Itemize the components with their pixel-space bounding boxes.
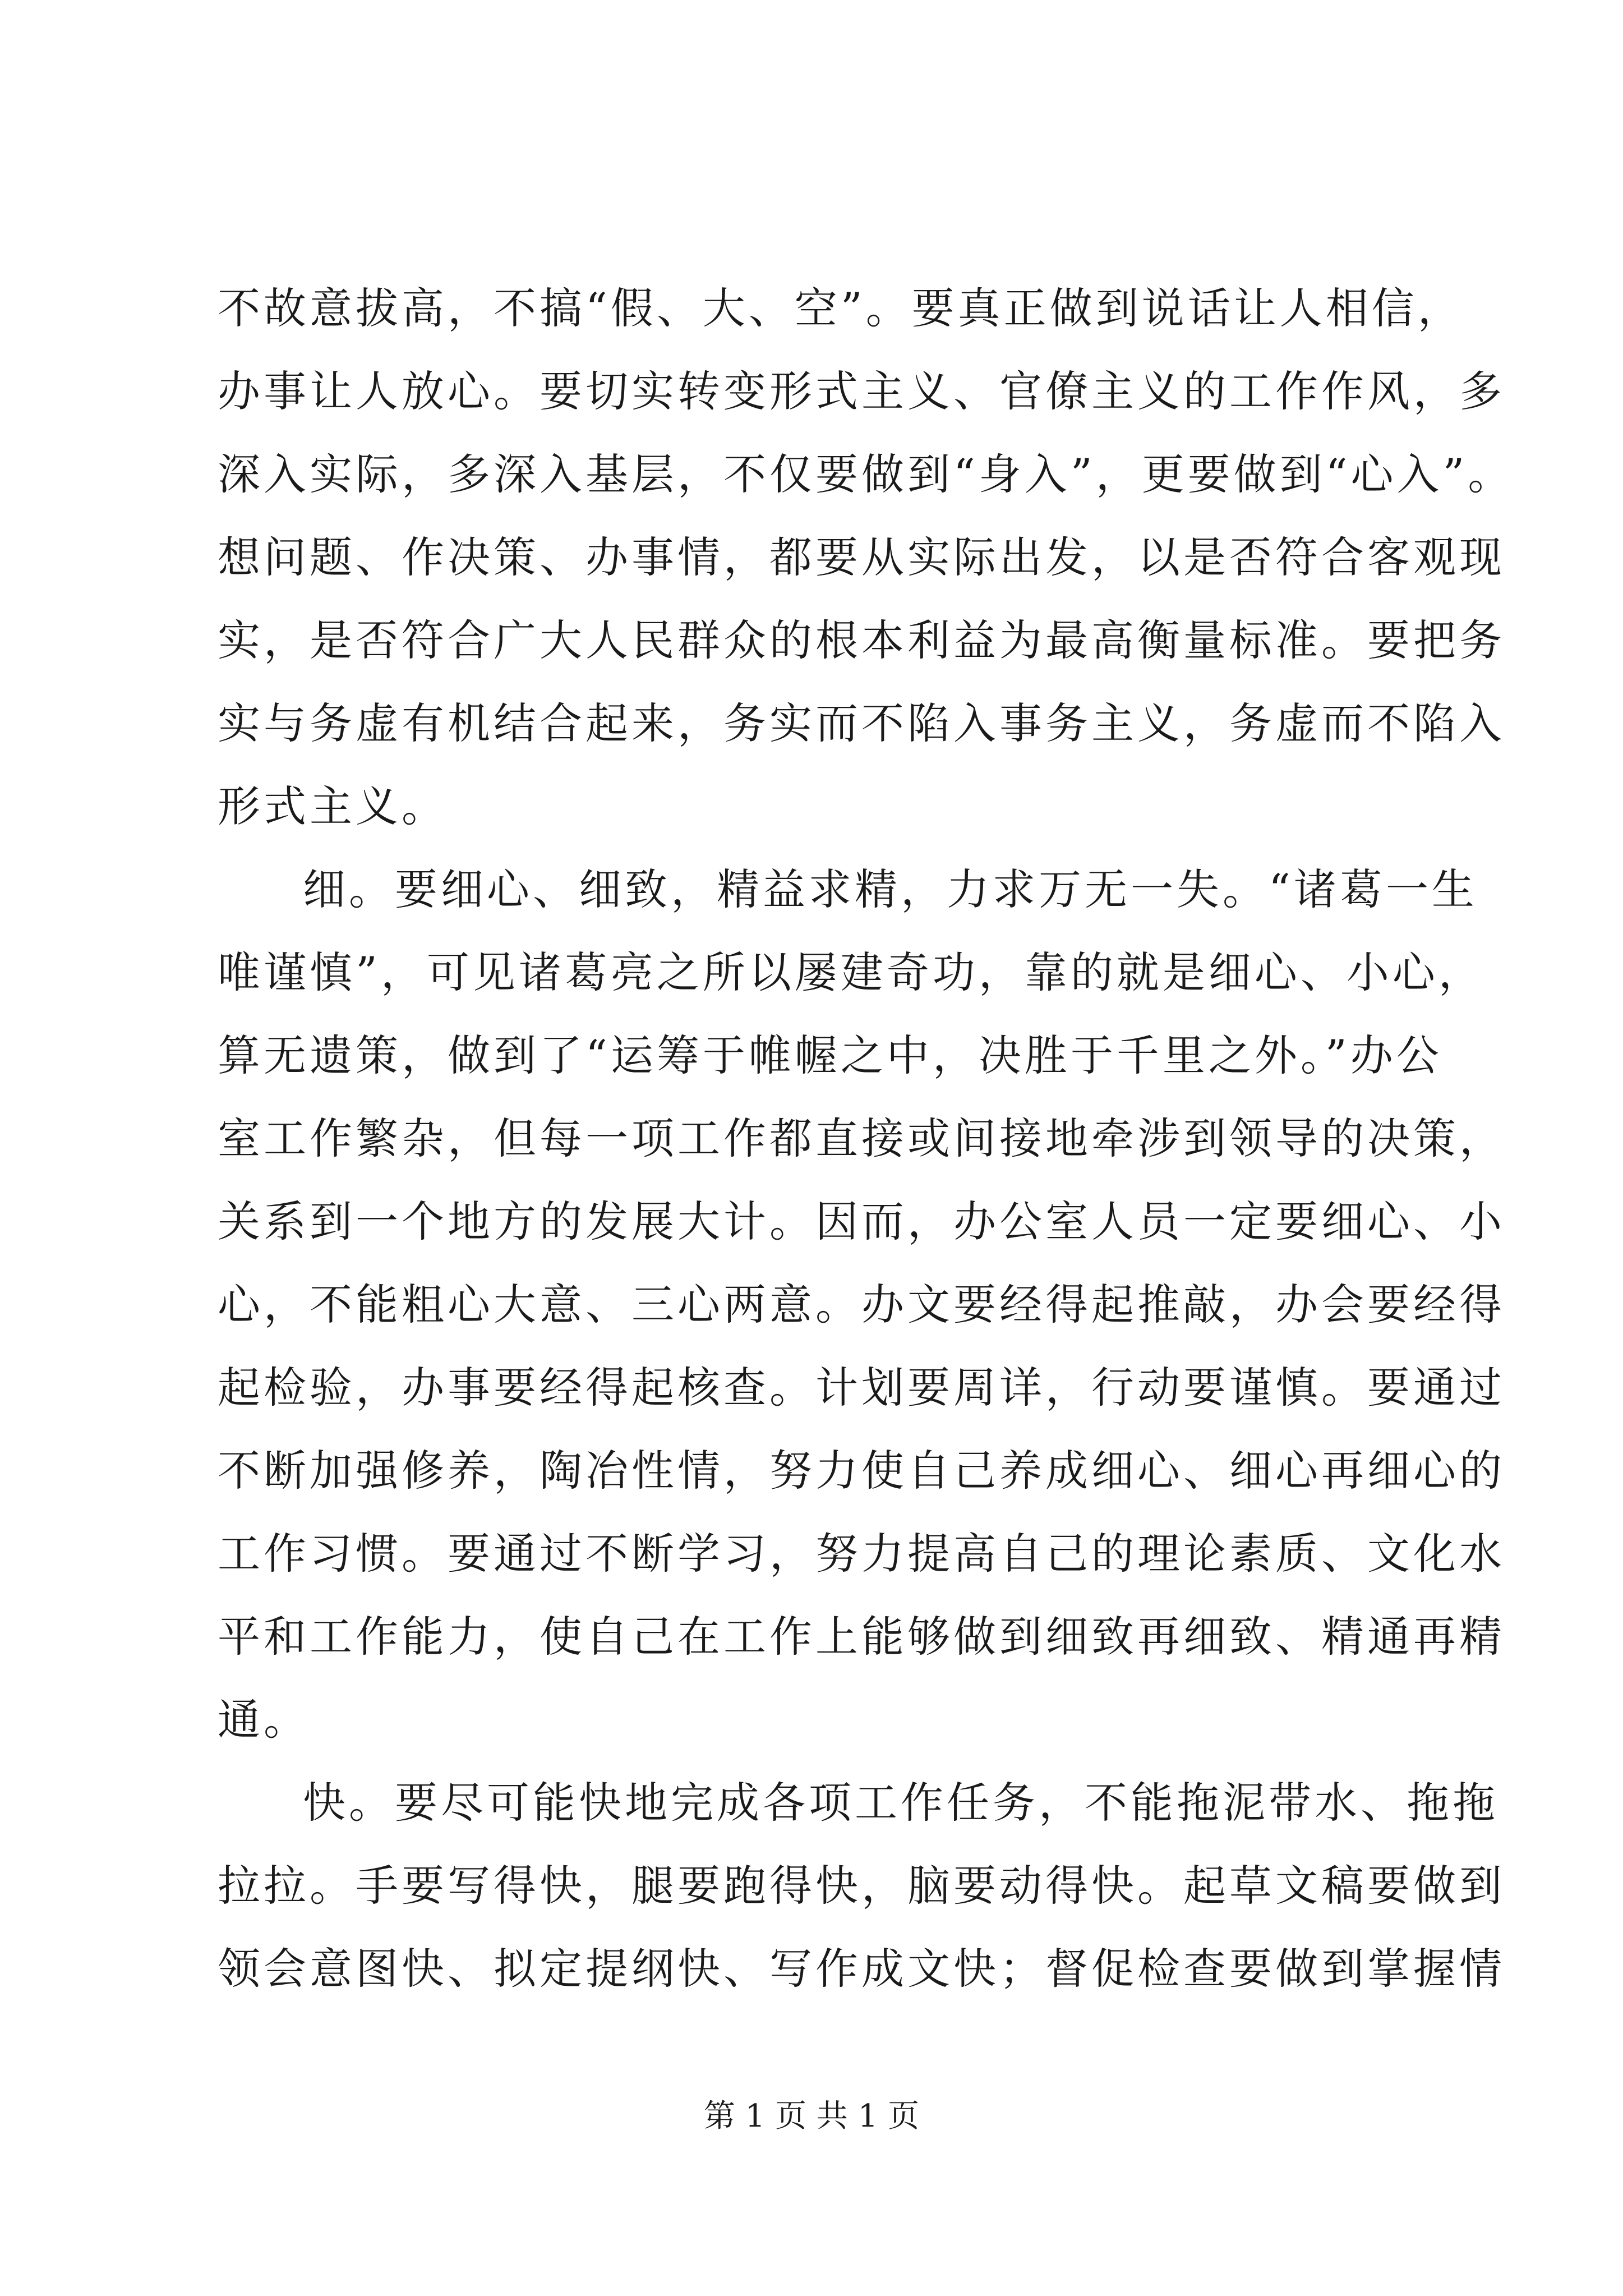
text-line: 领会意图快、拟定提纲快、写作成文快；督促检查要做到掌握情 [218,1944,1505,1994]
text-line: 形式主义。 [218,781,448,831]
document-body [218,267,1514,2010]
paragraph-start-line: 细。要细心、细致，精益求精，力求万无一失。“诸葛一生 [303,864,1478,914]
text-line: 起检验，办事要经得起核查。计划要周详，行动要谨慎。要通过 [218,1363,1505,1412]
text-line: 拉拉。手要写得快，腿要跑得快，脑要动得快。起草文稿要做到 [218,1861,1505,1911]
text-line: 实与务虚有机结合起来，务实而不陷入事务主义，务虚而不陷入 [218,698,1505,748]
text-line: 平和工作能力，使自己在工作上能够做到细致再细致、精通再精 [218,1612,1505,1662]
text-line: 办事让人放心。要切实转变形式主义、官僚主义的工作作风，多 [218,366,1505,416]
page-footer: 第 1 页 共 1 页 [703,2098,920,2134]
text-line: 实，是否符合广大人民群众的根本利益为最高衡量标准。要把务 [218,615,1505,665]
paragraph-start-line: 快。要尽可能快地完成各项工作任务，不能拖泥带水、拖拖 [303,1778,1498,1828]
text-line: 通。 [218,1695,310,1745]
text-line: 深入实际，多深入基层，不仅要做到“身入”，更要做到“心入”。 [218,449,1514,499]
text-line: 关系到一个地方的发展大计。因而，办公室人员一定要细心、小 [218,1197,1505,1246]
text-line: 工作习惯。要通过不断学习，努力提高自己的理论素质、文化水 [218,1529,1505,1579]
text-line: 不断加强修养，陶冶性情，努力使自己养成细心、细心再细心的 [218,1446,1505,1496]
text-line: 不故意拔高，不搞“假、大、空”。要真正做到说话让人相信， [218,283,1464,333]
text-line: 想问题、作决策、办事情，都要从实际出发，以是否符合客观现 [218,532,1505,582]
text-line: 心，不能粗心大意、三心两意。办文要经得起推敲，办会要经得 [218,1280,1505,1329]
text-line: 算无遗策，做到了“运筹于帷幄之中，决胜于千里之外。”办公 [218,1030,1442,1080]
text-line: 唯谨慎”，可见诸葛亮之所以屡建奇功，靠的就是细心、小心， [218,947,1484,997]
text-line: 室工作繁杂，但每一项工作都直接或间接地牵涉到领导的决策， [218,1114,1505,1163]
